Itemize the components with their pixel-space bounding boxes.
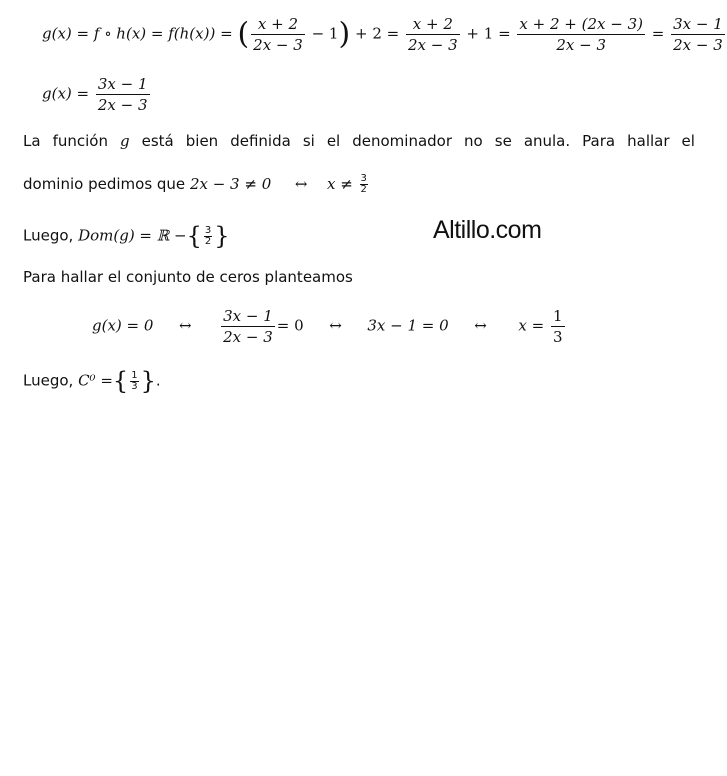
word: el bbox=[681, 132, 695, 150]
domain-intro-text: dominio pedimos que bbox=[23, 175, 186, 193]
period: . bbox=[155, 371, 161, 390]
brace-close: } bbox=[214, 222, 230, 250]
zeros-expression: C⁰ = bbox=[78, 371, 113, 390]
zeros-intro: Para hallar el conjunto de ceros planteamos bbox=[23, 268, 353, 286]
domain-label: Luego, bbox=[23, 226, 74, 245]
domain-set-fraction: $\frac{3}{2}$ bbox=[204, 224, 212, 247]
brace-open: { bbox=[112, 367, 129, 395]
word: Para bbox=[582, 132, 616, 150]
zeros-eq-solution-fraction: $\frac{1}{3}$ bbox=[552, 307, 563, 346]
word: denominador bbox=[352, 132, 453, 150]
equation-result bbox=[42, 74, 152, 115]
word: se bbox=[494, 132, 512, 150]
domain-statement bbox=[23, 222, 230, 250]
word: si bbox=[302, 132, 315, 150]
zeros-eq-equals-zero: = 0 bbox=[276, 316, 304, 335]
eq1-paren-open: ( bbox=[237, 16, 250, 52]
word: el bbox=[326, 132, 341, 150]
word: bien bbox=[185, 132, 219, 150]
eq1-fraction-4: $\frac{3x - 1}{2x - 3}$ bbox=[673, 15, 723, 54]
domain-expression: Dom(g) = ℝ − bbox=[78, 226, 187, 245]
iff-symbol: ↔ bbox=[294, 175, 308, 193]
paragraph-definition-line2 bbox=[23, 174, 370, 195]
brace-open: { bbox=[186, 222, 202, 250]
eq2-lhs: g(x) = bbox=[42, 84, 90, 103]
word: anula. bbox=[523, 132, 571, 150]
eq1-fraction-3: $\frac{x + 2 + (2x - 3)}{2x - 3}$ bbox=[519, 15, 643, 54]
eq1-minus-one: − 1 bbox=[311, 24, 339, 43]
zeros-eq-fraction: $\frac{3x - 1}{2x - 3}$ bbox=[223, 307, 273, 346]
x-not-equal: x ≠ bbox=[326, 175, 353, 193]
watermark-altillo: Altillo.com bbox=[433, 216, 542, 244]
eq1-equals: = bbox=[651, 24, 665, 43]
word-g: g bbox=[120, 132, 130, 150]
iff-symbol: ↔ bbox=[474, 316, 487, 335]
iff-symbol: ↔ bbox=[329, 316, 342, 335]
zeros-eq-g: g(x) = 0 bbox=[92, 316, 154, 335]
zeros-eq-x: x = bbox=[518, 316, 545, 335]
eq1-fraction-1: $\frac{x + 2}{2x - 3}$ bbox=[253, 15, 303, 54]
eq1-paren-close: ) bbox=[338, 16, 351, 52]
word: La bbox=[23, 132, 41, 150]
word: función bbox=[52, 132, 108, 150]
zeros-eq-linear: 3x − 1 = 0 bbox=[367, 316, 449, 335]
word: hallar bbox=[627, 132, 670, 150]
equation-composition bbox=[42, 14, 727, 55]
domain-condition: 2x − 3 ≠ 0 bbox=[189, 175, 272, 193]
zeros-equation bbox=[92, 306, 567, 347]
word: no bbox=[464, 132, 483, 150]
eq1-lhs: g(x) = f ∘ h(x) = f(h(x)) = bbox=[42, 24, 238, 43]
word: definida bbox=[230, 132, 291, 150]
zeros-statement bbox=[23, 367, 161, 395]
eq1-plus-two: + 2 = bbox=[354, 24, 400, 43]
zeros-label: Luego, bbox=[23, 371, 74, 390]
zeros-set-fraction: $\frac{1}{3}$ bbox=[131, 369, 138, 392]
word: está bbox=[141, 132, 174, 150]
eq1-plus-one: + 1 = bbox=[466, 24, 511, 43]
eq2-fraction: $\frac{3x - 1}{2x - 3}$ bbox=[97, 75, 148, 114]
paragraph-definition-line1 bbox=[23, 132, 695, 150]
eq1-fraction-2: $\frac{x + 2}{2x - 3}$ bbox=[407, 15, 458, 54]
domain-excluded-fraction: $\frac{3}{2}$ bbox=[360, 173, 367, 195]
brace-close: } bbox=[140, 367, 156, 395]
iff-symbol: ↔ bbox=[178, 316, 192, 335]
